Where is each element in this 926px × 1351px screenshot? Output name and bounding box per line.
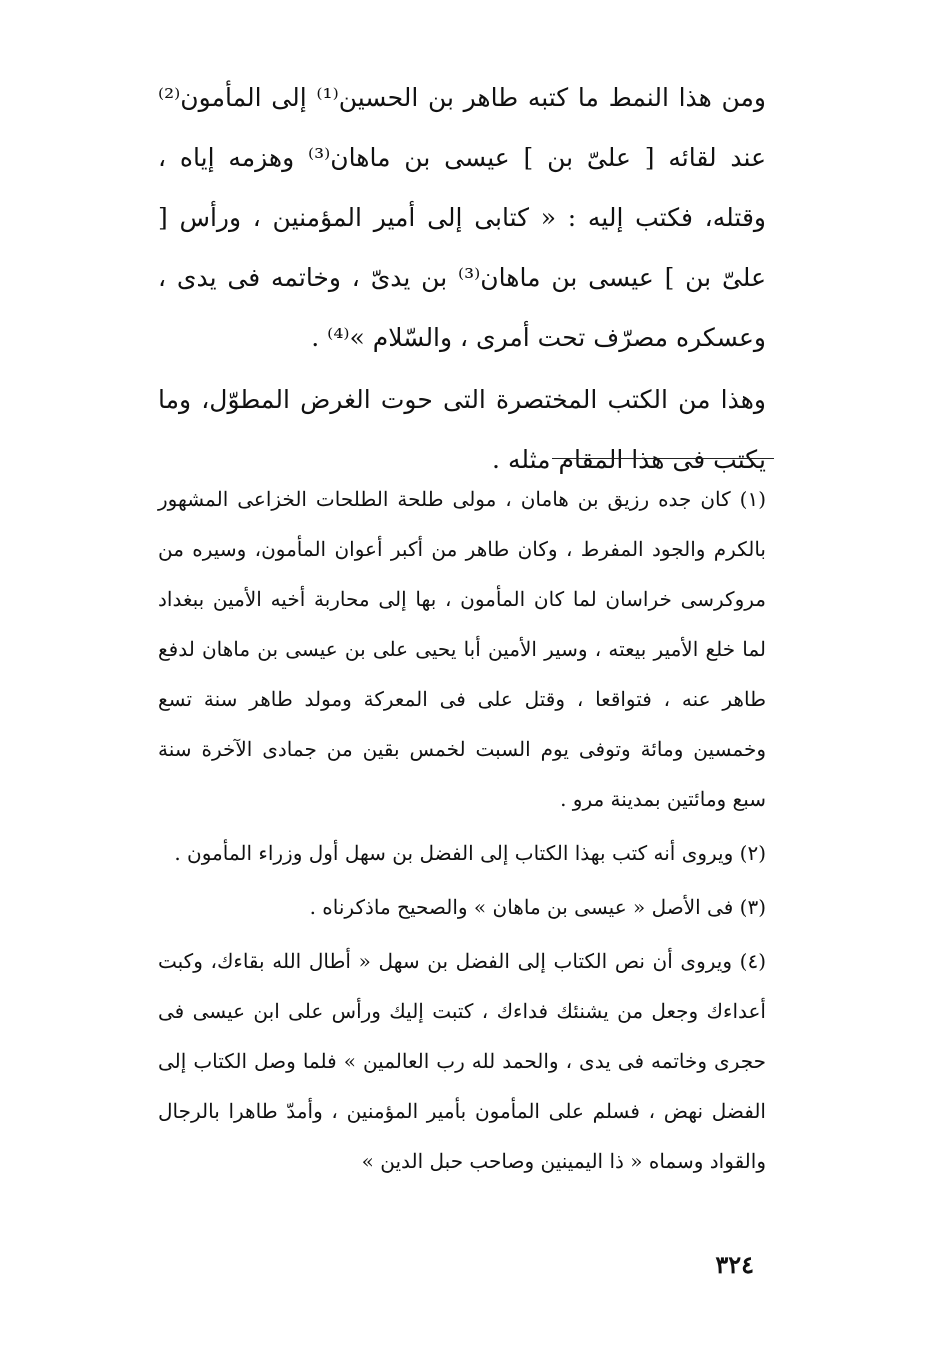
main-paragraph-1: ومن هذا النمط ما كتبه طاهر بن الحسين⁽¹⁾ إلى المأمون⁽²⁾ عند لقائه [ علىّ بن ] عيسى بن ماهان⁽³⁾ وهزمه إياه ، وقتله، فكتب إليه : « كتابى إلى أمير المؤمنين ، ورأس [ علىّ بن ] عيسى بن ماهان⁽³⁾ بن يدىّ ، وخاتمه فى يدى ، وعسكره مصرّف تحت أمرى ، والسّلام »⁽⁴⁾ . <box>158 83 767 352</box>
footnote-1: (١) كان جده رزيق بن هامان ، مولى طلحة الطلحات الخزاعى المشهور بالكرم والجود المفرط ، وكان طاهر من أكبر أعوان المأمون، وسيره من مروكرسى خراسان لما كان المأمون ، بها إلى محاربة أخيه الأمين ببغداد لما خلع الأمير بيعته ، وسير الأمين أبا يحيى على بن عيسى بن ماهان لدفع طاهر عنه ، فتواقعا ، وقتل على فى المعركة ومولد طاهر سنة تسع وخمسين ومائة وتوفى يوم السبت لخمس بقين من جمادى الآخرة سنة سبع ومائتين بمدينة مرو . <box>158 487 766 811</box>
footnote-divider <box>552 458 774 459</box>
footnote-3: (٣) فى الأصل « عيسى بن ماهان » والصحيح ماذكرناه . <box>309 895 766 919</box>
footnote-4: (٤) ويروى أن نص الكتاب إلى الفضل بن سهل « أطال الله بقاءك، وكبت أعداءك وجعل من يشنئك فداءك ، كتبت إليك ورأس على ابن عيسى فى حجرى وخاتمه فى يدى ، والحمد لله رب العالمين » فلما وصل الكتاب إلى الفضل نهض ، فسلم على المأمون بأمير المؤمنين ، وأمدّ طاهرا بالرجال والقواد وسماه « ذا اليمينين وصاحب حبل الدين » <box>158 949 766 1173</box>
main-paragraph-2: وهذا من الكتب المختصرة التى حوت الغرض المطوّل، وما يكتب فى هذا المقام مثله . <box>158 385 766 474</box>
footnote-2: (٢) ويروى أنه كتب بهذا الكتاب إلى الفضل بن سهل أول وزراء المأمون . <box>174 841 766 865</box>
page-number: ٣٢٤ <box>715 1250 754 1279</box>
main-text <box>158 68 766 490</box>
footnotes <box>158 474 766 1186</box>
